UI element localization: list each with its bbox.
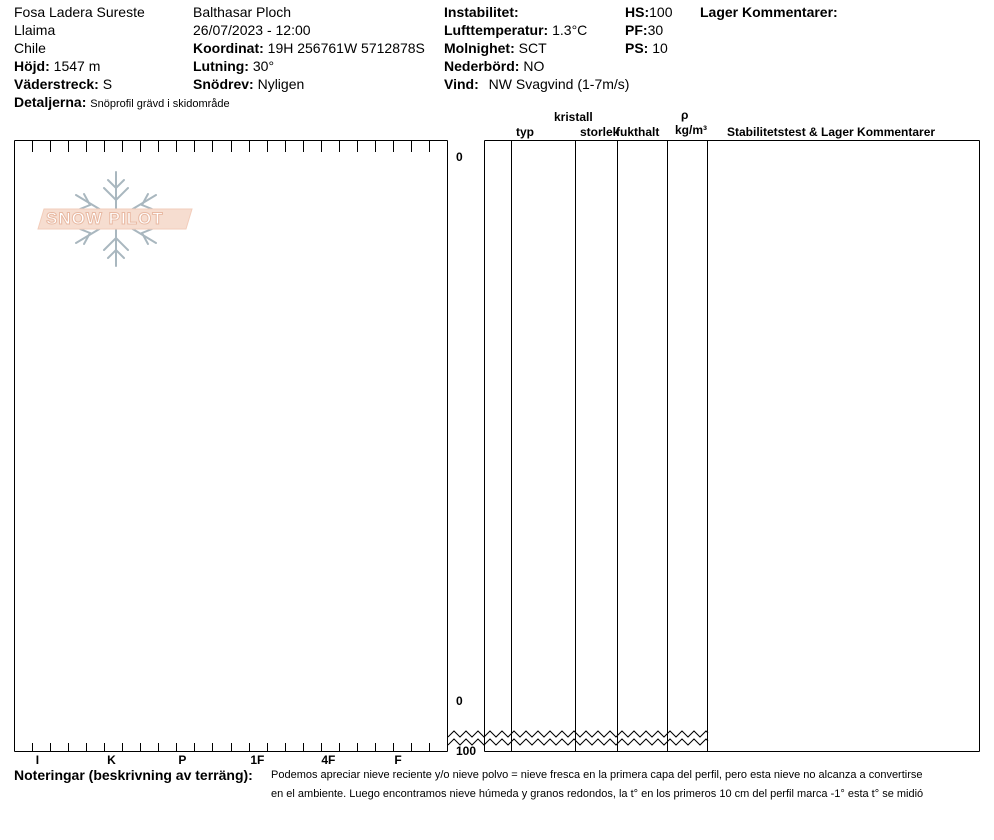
hardness-graph-frame xyxy=(15,141,448,752)
precip-value: NO xyxy=(523,58,545,74)
location-name: Fosa Ladera Sureste xyxy=(14,4,145,20)
depth-label-bottom: 0 xyxy=(456,694,463,708)
hardness-label-p: P xyxy=(178,753,187,767)
precip-label: Nederbörd: xyxy=(444,58,520,74)
layer-table-frame xyxy=(485,141,980,752)
snowpilot-logo-text: SNOW PILOT xyxy=(46,209,164,228)
wind-label: Vind: xyxy=(444,76,479,92)
aspect-label: Väderstreck: xyxy=(14,76,99,92)
elevation-value: 1547 m xyxy=(53,58,101,74)
air-temp-value: 1.3°C xyxy=(552,22,588,38)
col-header-density-symbol: ρ xyxy=(681,108,689,122)
notes-line-2: en el ambiente. Luego encontramos nieve húmeda y granos redondos, la t° en los primeros 10 cm del perfil marca -1° esta t° se midió xyxy=(271,788,924,800)
instability-label: Instabilitet: xyxy=(444,4,519,20)
details-value: Snöprofil grävd i skidområde xyxy=(90,98,230,110)
depth-label-total: 100 xyxy=(456,744,477,758)
ps-value: 10 xyxy=(652,40,668,56)
depth-label-top: 0 xyxy=(456,150,463,164)
col-header-density-unit: kg/m³ xyxy=(675,123,708,137)
aspect-value: S xyxy=(102,76,113,92)
hardness-label-1f: 1F xyxy=(250,753,265,767)
ps-label: PS: xyxy=(625,40,649,56)
hs-value: 100 xyxy=(649,4,673,20)
observation-datetime: 26/07/2023 - 12:00 xyxy=(193,22,311,38)
hardness-label-k: K xyxy=(107,753,116,767)
col-header-type: typ xyxy=(516,125,534,139)
wind-loading-value: Nyligen xyxy=(257,76,305,92)
hardness-label-i: I xyxy=(35,753,40,767)
col-header-stability: Stabilitetstest & Lager Kommentarer xyxy=(727,125,936,139)
notes-line-1: Podemos apreciar nieve reciente y/o nieve polvo = nieve fresca en la primera capa del perfil, pero esta nieve no alcanza a convertirse xyxy=(271,769,923,781)
elevation-label: Höjd: xyxy=(14,58,50,74)
hardness-label-4f: 4F xyxy=(321,753,336,767)
col-header-size: storlek xyxy=(580,125,620,139)
col-header-crystal: kristall xyxy=(554,110,593,124)
air-temp-label: Lufttemperatur: xyxy=(444,22,549,38)
slope-label: Lutning: xyxy=(193,58,249,74)
coordinate-label: Koordinat: xyxy=(193,40,264,56)
layer-comments-label: Lager Kommentarer: xyxy=(700,4,838,20)
hardness-label-f: F xyxy=(394,753,402,767)
country: Chile xyxy=(14,40,46,56)
wind-value: NW Svagvind (1-7m/s) xyxy=(488,76,630,92)
hardness-bottom-ticks xyxy=(33,743,430,751)
sky-value: SCT xyxy=(518,40,547,56)
depth-break-zigzag xyxy=(448,731,708,745)
notes-label: Noteringar (beskrivning av terräng): xyxy=(14,767,253,783)
slope-value: 30° xyxy=(252,58,275,74)
mountain-range: Llaima xyxy=(14,22,56,38)
observer-name: Balthasar Ploch xyxy=(193,4,292,20)
hardness-top-ticks xyxy=(33,140,430,152)
col-header-moisture: fukthalt xyxy=(616,125,660,139)
sky-label: Molnighet: xyxy=(444,40,515,56)
pf-value: 30 xyxy=(647,22,664,38)
pf-label: PF: xyxy=(625,22,648,38)
coordinate-value: 19H 256761W 5712878S xyxy=(267,40,425,56)
wind-loading-label: Snödrev: xyxy=(193,76,254,92)
details-label: Detaljerna: xyxy=(14,94,87,110)
hs-label: HS: xyxy=(625,4,650,20)
